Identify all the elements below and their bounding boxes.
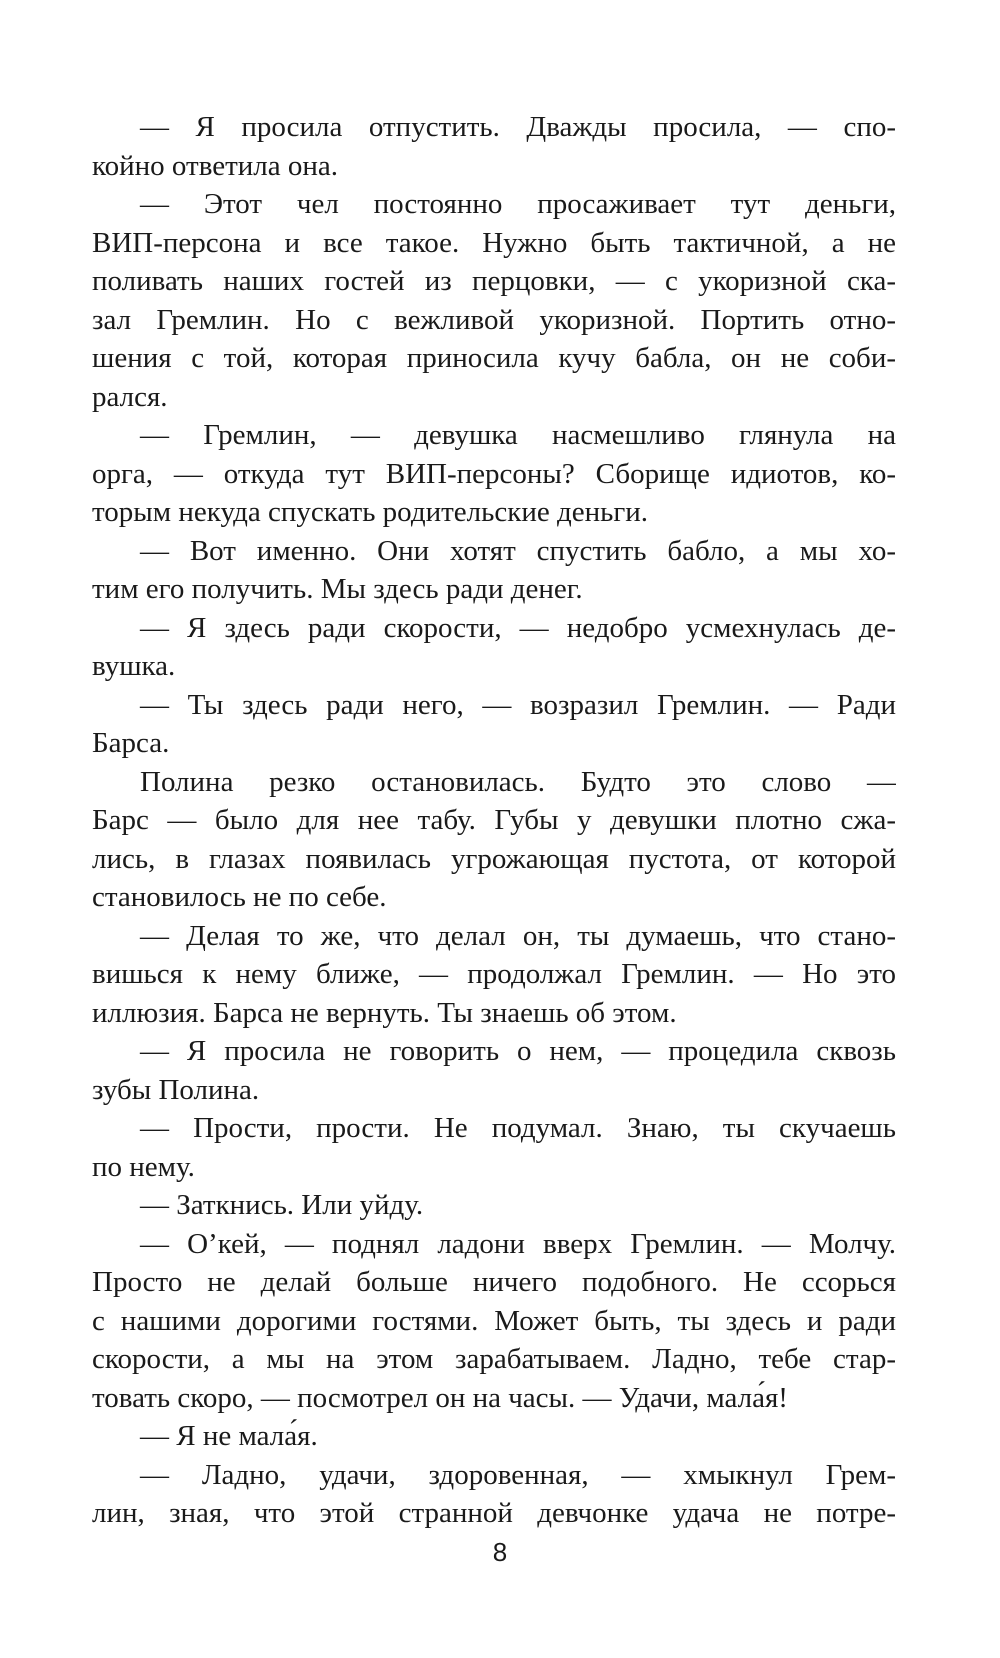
text-line: ВИП-персона и все такое. Нужно быть тактичной, а не bbox=[92, 226, 896, 259]
text-line: — Этот чел постоянно просаживает тут деньги, bbox=[140, 188, 896, 220]
text-line: Барса. bbox=[92, 727, 170, 759]
text-line: товать скоро, — посмотрел он на часы. — Удачи, мала́я! bbox=[92, 1381, 788, 1414]
text-line: — Гремлин, — девушка насмешливо глянула на bbox=[140, 419, 896, 451]
text-line: поливать наших гостей из перцовки, — с укоризной ска- bbox=[92, 265, 896, 297]
page-number: 8 bbox=[492, 1537, 508, 1567]
text-line: — Я не мала́я. bbox=[140, 1420, 318, 1452]
text-line: зубы Полина. bbox=[92, 1073, 260, 1106]
text-line: торым некуда спускать родительские деньги. bbox=[92, 496, 648, 528]
text-line: — Делая то же, что делал он, ты думаешь, что стано- bbox=[140, 919, 896, 952]
text-line: вишься к нему ближе, — продолжал Гремлин. — Но это bbox=[92, 958, 896, 990]
text-line: Барс — было для нее табу. Губы у девушки плотно сжа- bbox=[92, 804, 896, 836]
text-line: — Вот именно. Они хотят спустить бабло, а мы хо- bbox=[140, 534, 896, 567]
text-line: скорости, а мы на этом зарабатываем. Ладно, тебе стар- bbox=[92, 1343, 896, 1375]
text-line: — Я просила отпустить. Дважды просила, — спо- bbox=[140, 111, 896, 143]
text-line: вушка. bbox=[92, 650, 176, 682]
text-line: становилось не по себе. bbox=[92, 881, 387, 913]
text-line: — Заткнись. Или уйду. bbox=[140, 1189, 424, 1221]
text-line: — О’кей, — поднял ладони вверх Гремлин. — Молчу. bbox=[140, 1227, 896, 1260]
text-line: с нашими дорогими гостями. Может быть, ты здесь и ради bbox=[92, 1304, 896, 1337]
text-line: — Прости, прости. Не подумал. Знаю, ты скучаешь bbox=[140, 1112, 896, 1144]
text-line: лись, в глазах появилась угрожающая пустота, от которой bbox=[92, 842, 896, 875]
text-line: зал Гремлин. Но с вежливой укоризной. Портить отно- bbox=[92, 303, 896, 336]
text-line: лин, зная, что этой странной девчонке удача не потре- bbox=[92, 1497, 896, 1529]
text-line: койно ответила она. bbox=[92, 149, 339, 182]
text-line: шения с той, которая приносила кучу бабла, он не соби- bbox=[92, 342, 896, 374]
text-line: орга, — откуда тут ВИП-персоны? Сборище идиотов, ко- bbox=[92, 457, 896, 490]
text-line: по нему. bbox=[92, 1150, 195, 1183]
text-line: — Ладно, удачи, здоровенная, — хмыкнул Грем- bbox=[140, 1458, 896, 1491]
text-line: — Я здесь ради скорости, — недобро усмехнулась де- bbox=[140, 611, 896, 644]
text-line: Полина резко остановилась. Будто это слово — bbox=[140, 765, 896, 798]
text-line: иллюзия. Барса не вернуть. Ты знаешь об этом. bbox=[92, 996, 677, 1029]
text-line: — Я просила не говорить о нем, — процедила сквозь bbox=[140, 1035, 896, 1067]
book-page-text bbox=[92, 108, 896, 1533]
text-line: Просто не делай больше ничего подобного. Не ссорься bbox=[92, 1266, 896, 1298]
text-line: — Ты здесь ради него, — возразил Гремлин. — Ради bbox=[140, 688, 896, 721]
text-line: рался. bbox=[92, 380, 168, 413]
text-line: тим его получить. Мы здесь ради денег. bbox=[92, 573, 583, 605]
